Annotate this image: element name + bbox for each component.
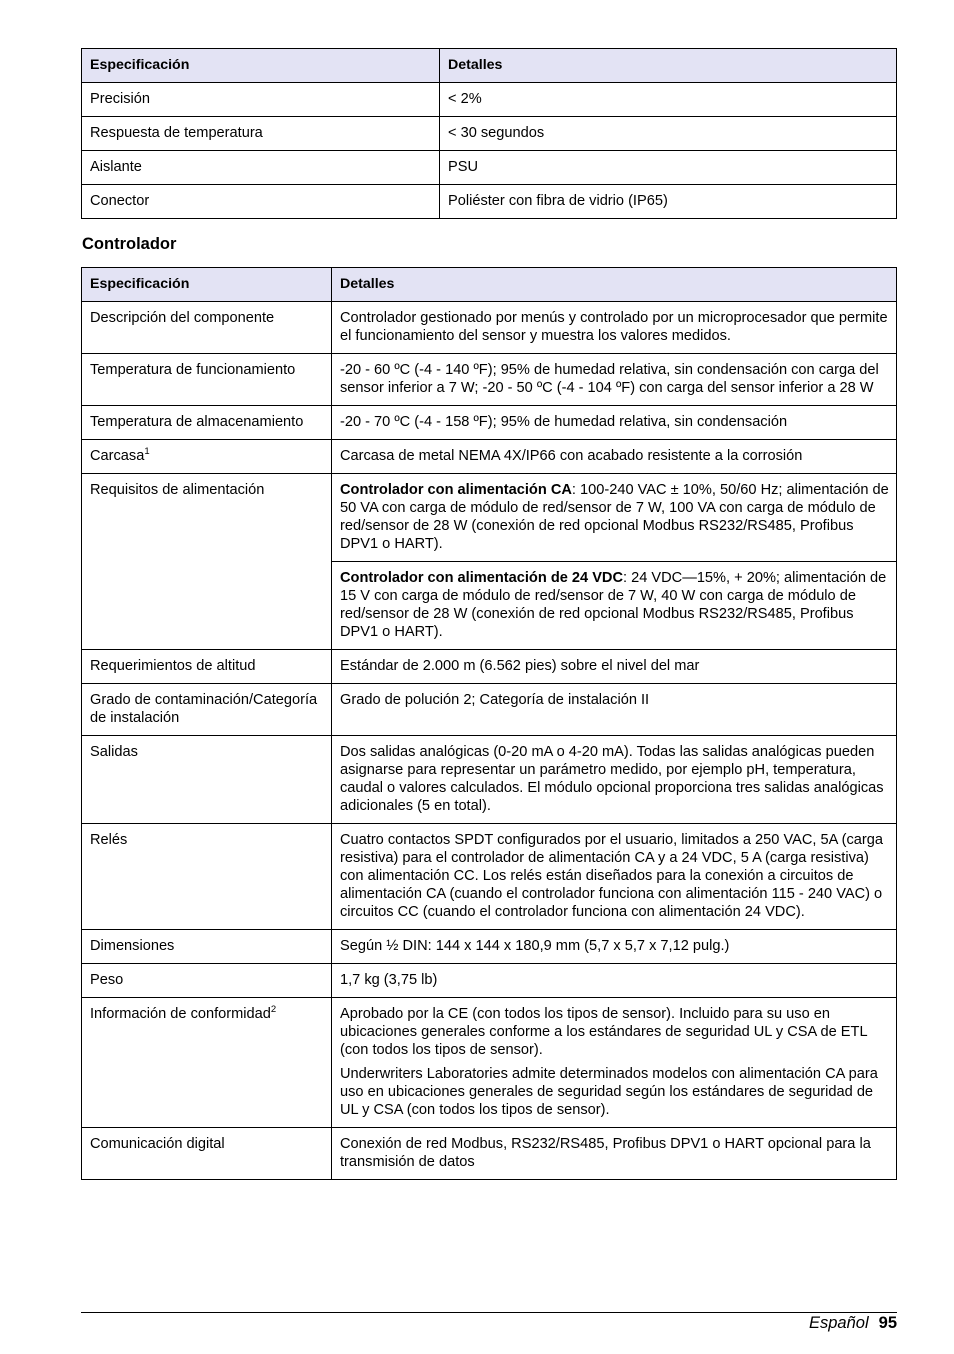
footnote-ref: 2 <box>270 1004 277 1015</box>
table-row <box>82 151 897 185</box>
table-row <box>82 1128 897 1180</box>
detail-cell: PSU <box>440 151 897 185</box>
dc-text: : 24 VDC—15%, + 20%; alimentación de 15 V con carga de módulo de red/sensor de 7 W, 40 W con carga de módulo de red/sensor de 28 W (conexión de red opcional Modbus RS232/RS485, Profibus DPV1 o HART). <box>340 570 887 640</box>
spec-cell: Requerimientos de altitud <box>82 650 332 684</box>
detail-paragraph: Aprobado por la CE (con todos los tipos de sensor). Incluido para su uso en ubicaciones generales conforme a los estándares de seguridad UL y CSA de ETL (con todos los tipos de sensor). <box>340 1006 868 1058</box>
spec-cell <box>82 440 332 474</box>
table-row <box>82 684 897 736</box>
table-row <box>82 650 897 684</box>
spec-cell: Descripción del componente <box>82 302 332 354</box>
detail-cell: Conexión de red Modbus, RS232/RS485, Profibus DPV1 o HART opcional para la transmisión de datos <box>332 1128 897 1180</box>
spec-cell: Conector <box>82 185 440 219</box>
detail-cell: Cuatro contactos SPDT configurados por el usuario, limitados a 250 VAC, 5A (carga resistiva) para el controlador de alimentación CA y a 24 VDC, 5 A (carga resistiva) con alimentación CC. Los relés están diseñados para la conexión a circuitos de alimentación CA (cuando el controlador funciona con alimentación 115 - 240 VAC) o circuitos CC (cuando el controlador funciona con alimentación 24 VDC). <box>332 824 897 930</box>
detail-cell: -20 - 70 ºC (-4 - 158 ºF); 95% de humedad relativa, sin condensación <box>332 406 897 440</box>
table-row <box>82 736 897 824</box>
ca-text: : 100-240 VAC ± 10%, 50/60 Hz; alimentación de 50 VA con carga de módulo de red/sensor de 7 W, 100 VA con carga de módulo de red/sensor de 28 W (conexión de red opcional Modbus RS232/RS485, Profibus DPV1 o HART). <box>340 482 889 552</box>
header-specification: Especificación <box>82 49 440 83</box>
spec-cell: Temperatura de funcionamiento <box>82 354 332 406</box>
table-row <box>82 185 897 219</box>
table-row <box>82 998 897 1128</box>
sensor-spec-table <box>81 48 897 219</box>
detail-cell: 1,7 kg (3,75 lb) <box>332 964 897 998</box>
detail-paragraph: Underwriters Laboratories admite determinados modelos con alimentación CA para uso en ubicaciones generales de seguridad según los estándares de seguridad de UL y CSA (con todos los tipos de sensor). <box>340 1066 878 1118</box>
header-specification: Especificación <box>82 268 332 302</box>
header-details: Detalles <box>332 268 897 302</box>
page-footer <box>809 1313 897 1333</box>
spec-cell: Relés <box>82 824 332 930</box>
spec-label: Carcasa <box>90 448 145 464</box>
table-row <box>82 354 897 406</box>
table-row <box>82 474 897 562</box>
controller-spec-table <box>81 267 897 1180</box>
table-header-row <box>82 268 897 302</box>
table-row <box>82 824 897 930</box>
table-row <box>82 964 897 998</box>
table-row <box>82 406 897 440</box>
spec-cell: Peso <box>82 964 332 998</box>
spec-cell: Comunicación digital <box>82 1128 332 1180</box>
detail-cell: -20 - 60 ºC (-4 - 140 ºF); 95% de humedad relativa, sin condensación con carga del sensor inferior a 7 W; -20 - 50 ºC (-4 - 104 ºF) con carga del sensor inferior a 28 W <box>332 354 897 406</box>
table-header-row <box>82 49 897 83</box>
detail-cell: < 2% <box>440 83 897 117</box>
header-details: Detalles <box>440 49 897 83</box>
detail-cell: Grado de polución 2; Categoría de instalación II <box>332 684 897 736</box>
spec-cell: Grado de contaminación/Categoría de instalación <box>82 684 332 736</box>
spec-cell: Requisitos de alimentación <box>82 474 332 650</box>
detail-cell: Carcasa de metal NEMA 4X/IP66 con acabado resistente a la corrosión <box>332 440 897 474</box>
detail-cell: Dos salidas analógicas (0-20 mA o 4-20 mA). Todas las salidas analógicas pueden asignarse para representar un parámetro medido, por ejemplo pH, temperatura, caudal o valores calculados. El módulo opcional proporciona tres salidas analógicas adicionales (5 en total). <box>332 736 897 824</box>
table-row <box>82 302 897 354</box>
detail-cell: < 30 segundos <box>440 117 897 151</box>
table-row <box>82 440 897 474</box>
table-row <box>82 83 897 117</box>
detail-cell: Poliéster con fibra de vidrio (IP65) <box>440 185 897 219</box>
detail-cell <box>332 474 897 562</box>
table-row <box>82 117 897 151</box>
spec-cell: Salidas <box>82 736 332 824</box>
spec-cell: Respuesta de temperatura <box>82 117 440 151</box>
page-number: 95 <box>878 1314 897 1332</box>
spec-cell: Dimensiones <box>82 930 332 964</box>
ca-label: Controlador con alimentación CA <box>340 482 572 498</box>
table-row <box>82 930 897 964</box>
spec-label: Información de conformidad <box>90 1006 271 1022</box>
footnote-ref: 1 <box>144 446 150 457</box>
detail-cell: Según ½ DIN: 144 x 144 x 180,9 mm (5,7 x 5,7 x 7,12 pulg.) <box>332 930 897 964</box>
spec-cell: Aislante <box>82 151 440 185</box>
detail-cell <box>332 562 897 650</box>
spec-cell: Temperatura de almacenamiento <box>82 406 332 440</box>
spec-cell: Precisión <box>82 83 440 117</box>
spec-cell <box>82 998 332 1128</box>
detail-cell: Estándar de 2.000 m (6.562 pies) sobre el nivel del mar <box>332 650 897 684</box>
section-title: Controlador <box>82 235 177 253</box>
footer-language: Español <box>809 1314 869 1332</box>
detail-cell <box>332 998 897 1128</box>
dc-label: Controlador con alimentación de 24 VDC <box>340 570 624 586</box>
footer-divider <box>81 1312 897 1313</box>
detail-cell: Controlador gestionado por menús y controlado por un microprocesador que permite el funcionamiento del sensor y muestra los valores medidos. <box>332 302 897 354</box>
